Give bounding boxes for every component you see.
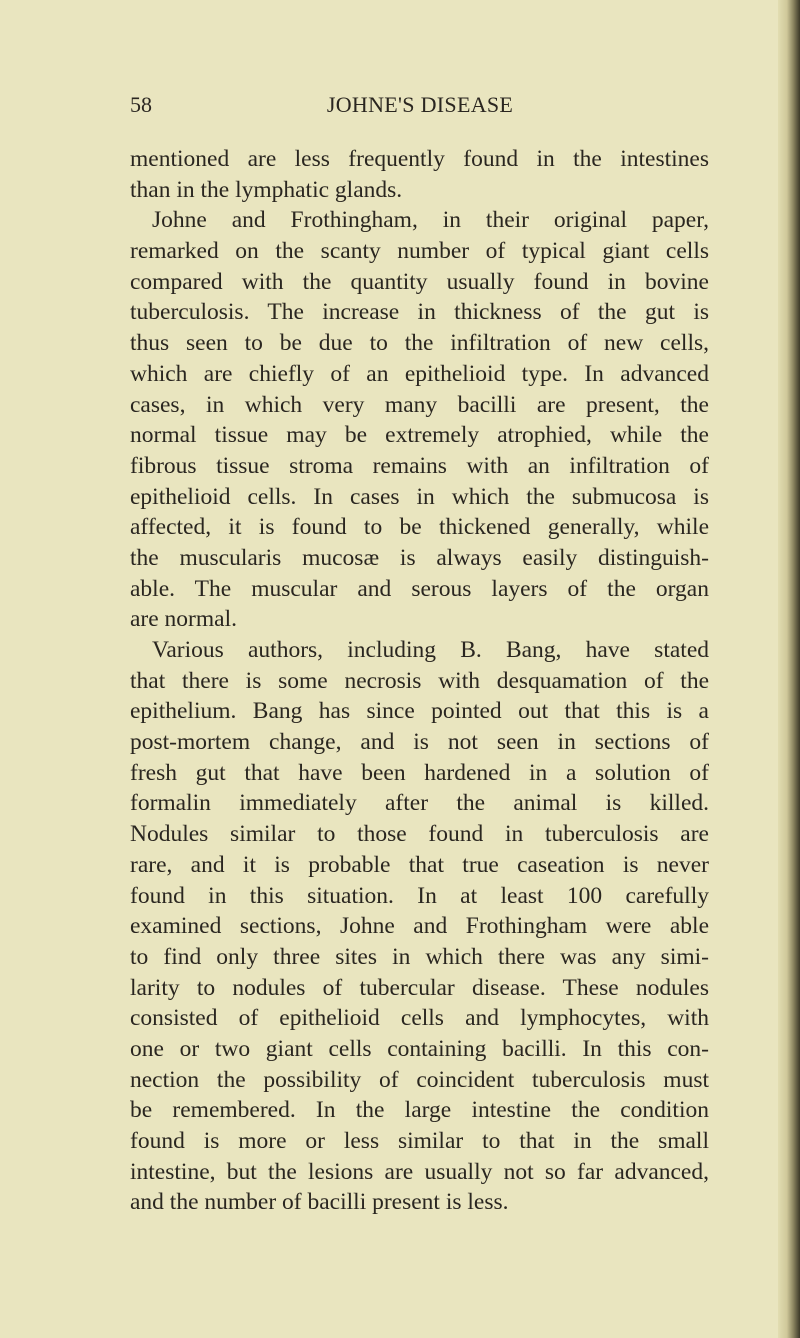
text-line: tuberculosis. The increase in thickness of the gut is: [130, 299, 709, 326]
text-line: thus seen to be due to the infiltration of new cells,: [130, 330, 709, 357]
text-line: rare, and it is probable that true caseation is never: [130, 851, 709, 878]
page-edge-shadow: [778, 0, 800, 1338]
text-line: mentioned are less frequently found in the intestines: [130, 146, 709, 172]
text-line: affected, it is found to be thickened generally, while: [130, 514, 709, 541]
text-line: intestine, but the lesions are usually not so far advanced,: [130, 1158, 709, 1185]
text-line: remarked on the scanty number of typical giant cells: [130, 238, 709, 265]
text-line: compared with the quantity usually found in bovine: [130, 268, 709, 295]
text-line: larity to nodules of tubercular disease. These nodules: [130, 974, 709, 1001]
text-line: Nodules similar to those found in tuberculosis are: [130, 821, 709, 848]
text-line: nection the possibility of coincident tuberculosis must: [130, 1066, 709, 1093]
text-line: cases, in which very many bacilli are present, the: [130, 391, 709, 418]
text-line: the muscularis mucosæ is always easily distinguish-: [130, 544, 709, 571]
text-line: consisted of epithelioid cells and lymphocytes, with: [130, 1005, 709, 1032]
text-line: to find only three sites in which there was any simi-: [130, 943, 709, 970]
text-line: epithelium. Bang has since pointed out that this is a: [130, 698, 709, 725]
text-line: normal tissue may be extremely atrophied, while the: [130, 422, 709, 449]
page-number: 58: [130, 92, 152, 117]
text-line: Johne and Frothingham, in their original paper,: [152, 207, 709, 234]
text-line: post-mortem change, and is not seen in sections of: [130, 729, 709, 756]
text-line: able. The muscular and serous layers of the organ: [130, 575, 709, 602]
text-line: found is more or less similar to that in the small: [130, 1128, 709, 1154]
text-line: fresh gut that have been hardened in a solution of: [130, 759, 709, 786]
text-line: formalin immediately after the animal is killed.: [130, 790, 709, 817]
text-line: that there is some necrosis with desquamation of the: [130, 667, 709, 694]
text-line: found in this situation. In at least 100 carefully: [130, 882, 709, 909]
text-line: which are chiefly of an epithelioid type. In advanced: [130, 360, 709, 387]
body-text: [130, 144, 709, 1218]
text-line: be remembered. In the large intestine the condition: [130, 1097, 709, 1124]
text-line: one or two giant cells containing bacilli. In this con-: [130, 1035, 709, 1062]
running-header: [130, 92, 710, 122]
text-line: epithelioid cells. In cases in which the submucosa is: [130, 483, 709, 510]
text-line: than in the lymphatic glands.: [130, 176, 403, 203]
text-line: are normal.: [130, 606, 238, 633]
text-line: examined sections, Johne and Frothingham were able: [130, 913, 709, 940]
running-title: JOHNE'S DISEASE: [326, 92, 514, 117]
text-line: fibrous tissue stroma remains with an infiltration of: [130, 452, 709, 479]
text-line: Various authors, including B. Bang, have stated: [152, 637, 709, 663]
text-line: and the number of bacilli present is less.: [130, 1189, 509, 1216]
